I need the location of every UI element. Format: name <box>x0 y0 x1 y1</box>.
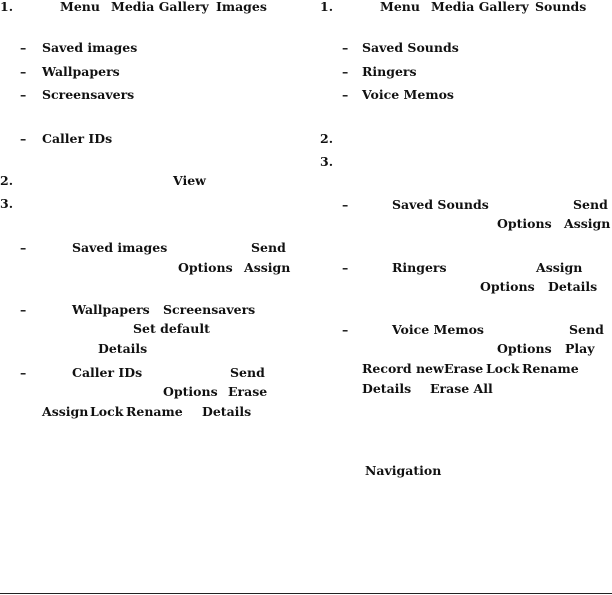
details-term: Details <box>362 381 412 396</box>
bullet: – <box>20 302 27 317</box>
list-item: Caller IDs <box>42 131 113 146</box>
caller-ids-term: Caller IDs <box>72 365 143 380</box>
menu-term: Menu <box>60 0 100 14</box>
assign-term: Assign <box>42 404 89 419</box>
bullet: – <box>20 64 27 79</box>
lock-term: Lock <box>486 361 520 376</box>
saved-sounds-term: Saved Sounds <box>392 197 489 212</box>
send-term: Send <box>573 197 608 212</box>
play-term: Play <box>565 341 595 356</box>
bullet: – <box>342 87 349 102</box>
details-term: Details <box>98 341 148 356</box>
list-item: Voice Memos <box>362 87 454 102</box>
sounds-term: Sounds <box>535 0 587 14</box>
bullet: – <box>20 40 27 55</box>
step-number: 2. <box>320 131 334 146</box>
step-number: 1. <box>320 0 334 14</box>
assign-term: Assign <box>564 216 611 231</box>
set-default-term: Set default <box>133 321 210 336</box>
wallpapers-term: Wallpapers <box>72 302 150 317</box>
bullet: – <box>342 322 349 337</box>
media-gallery-term: Media Gallery <box>111 0 209 14</box>
erase-all-term: Erase All <box>430 381 493 396</box>
bullet: – <box>20 131 27 146</box>
menu-term: Menu <box>380 0 420 14</box>
list-item: Screensavers <box>42 87 135 102</box>
rename-term: Rename <box>126 404 183 419</box>
bullet: – <box>20 87 27 102</box>
media-gallery-term: Media Gallery <box>431 0 529 14</box>
bullet: – <box>20 365 27 380</box>
images-term: Images <box>216 0 267 14</box>
details-term: Details <box>202 404 252 419</box>
list-item: Wallpapers <box>42 64 120 79</box>
options-term: Options <box>497 341 552 356</box>
view-term: View <box>173 173 206 188</box>
erase-term: Erase <box>228 384 268 399</box>
step-number: 3. <box>0 196 14 211</box>
bullet: – <box>20 240 27 255</box>
step-number: 2. <box>0 173 14 188</box>
bullet: – <box>342 40 349 55</box>
lock-term: Lock <box>90 404 124 419</box>
list-item: Saved images <box>42 40 138 55</box>
details-term: Details <box>548 279 598 294</box>
voice-memos-term: Voice Memos <box>392 322 484 337</box>
step-number: 1. <box>0 0 14 14</box>
assign-term: Assign <box>244 260 291 275</box>
list-item: Saved Sounds <box>362 40 459 55</box>
bullet: – <box>342 260 349 275</box>
rename-term: Rename <box>522 361 579 376</box>
screensavers-term: Screensavers <box>163 302 256 317</box>
step-number: 3. <box>320 154 334 169</box>
list-item: Ringers <box>362 64 417 79</box>
record-new-term: Record new <box>362 361 444 376</box>
assign-term: Assign <box>536 260 583 275</box>
options-term: Options <box>163 384 218 399</box>
erase-term: Erase <box>444 361 484 376</box>
ringers-term: Ringers <box>392 260 447 275</box>
bullet: – <box>342 197 349 212</box>
options-term: Options <box>497 216 552 231</box>
footer-rule <box>0 593 612 594</box>
options-term: Options <box>480 279 535 294</box>
navigation-term: Navigation <box>365 463 442 478</box>
options-term: Options <box>178 260 233 275</box>
saved-images-term: Saved images <box>72 240 168 255</box>
send-term: Send <box>230 365 265 380</box>
bullet: – <box>342 64 349 79</box>
send-term: Send <box>569 322 604 337</box>
send-term: Send <box>251 240 286 255</box>
